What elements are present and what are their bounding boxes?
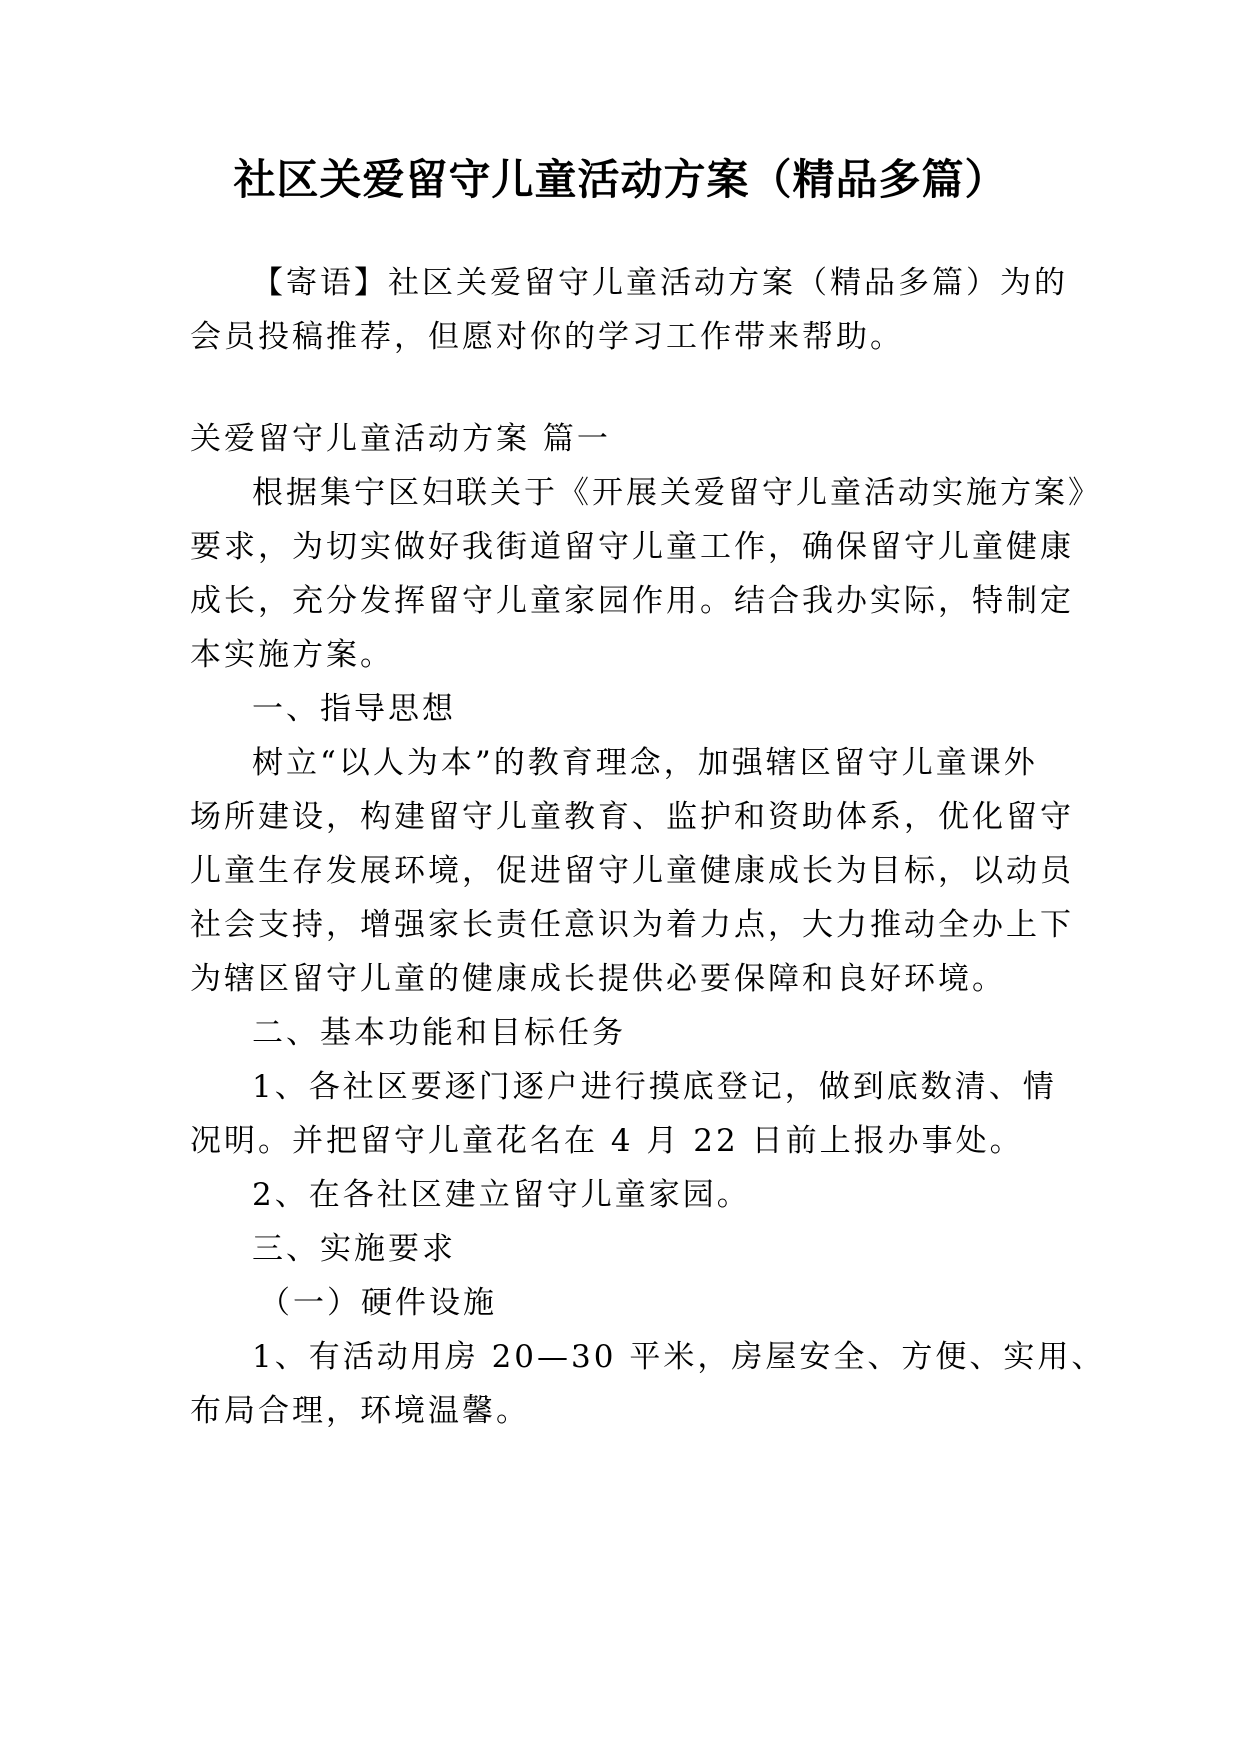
heading-basic-functions: 二、基本功能和目标任务 xyxy=(252,1015,626,1051)
heading-guiding-ideology: 一、指导思想 xyxy=(252,691,456,727)
paragraph-line: 成长，充分发挥留守儿童家园作用。结合我办实际，特制定 xyxy=(190,583,1074,619)
list-item-continuation: 况明。并把留守儿童花名在 4 月 22 日前上报办事处。 xyxy=(190,1123,1024,1159)
paragraph-line: 为辖区留守儿童的健康成长提供必要保障和良好环境。 xyxy=(190,961,1006,997)
section-heading: 关爱留守儿童活动方案 篇一 xyxy=(190,421,611,457)
document-title: 社区关爱留守儿童活动方案（精品多篇） xyxy=(233,155,1008,204)
heading-implementation: 三、实施要求 xyxy=(252,1231,456,1267)
paragraph-line: 树立“以人为本”的教育理念，加强辖区留守儿童课外 xyxy=(252,745,1038,781)
paragraph-line: 根据集宁区妇联关于《开展关爱留守儿童活动实施方案》 xyxy=(252,475,1102,511)
list-item: 1、有活动用房 20—30 平米，房屋安全、方便、实用、 xyxy=(252,1339,1106,1375)
paragraph-line: 本实施方案。 xyxy=(190,637,394,673)
list-item: 1、各社区要逐门逐户进行摸底登记，做到底数清、情 xyxy=(252,1069,1057,1105)
list-item: 2、在各社区建立留守儿童家园。 xyxy=(252,1177,751,1213)
list-item-continuation: 布局合理，环境温馨。 xyxy=(190,1393,530,1429)
paragraph-line: 要求，为切实做好我街道留守儿童工作，确保留守儿童健康 xyxy=(190,529,1074,565)
paragraph-line: 儿童生存发展环境，促进留守儿童健康成长为目标，以动员 xyxy=(190,853,1074,889)
paragraph-line: 社会支持，增强家长责任意识为着力点，大力推动全办上下 xyxy=(190,907,1074,943)
paragraph-line: 场所建设，构建留守儿童教育、监护和资助体系，优化留守 xyxy=(190,799,1074,835)
foreword-line-2: 会员投稿推荐，但愿对你的学习工作带来帮助。 xyxy=(190,319,904,355)
subheading-hardware: （一）硬件设施 xyxy=(259,1285,497,1321)
foreword-line-1: 【寄语】社区关爱留守儿童活动方案（精品多篇）为的 xyxy=(252,265,1068,301)
